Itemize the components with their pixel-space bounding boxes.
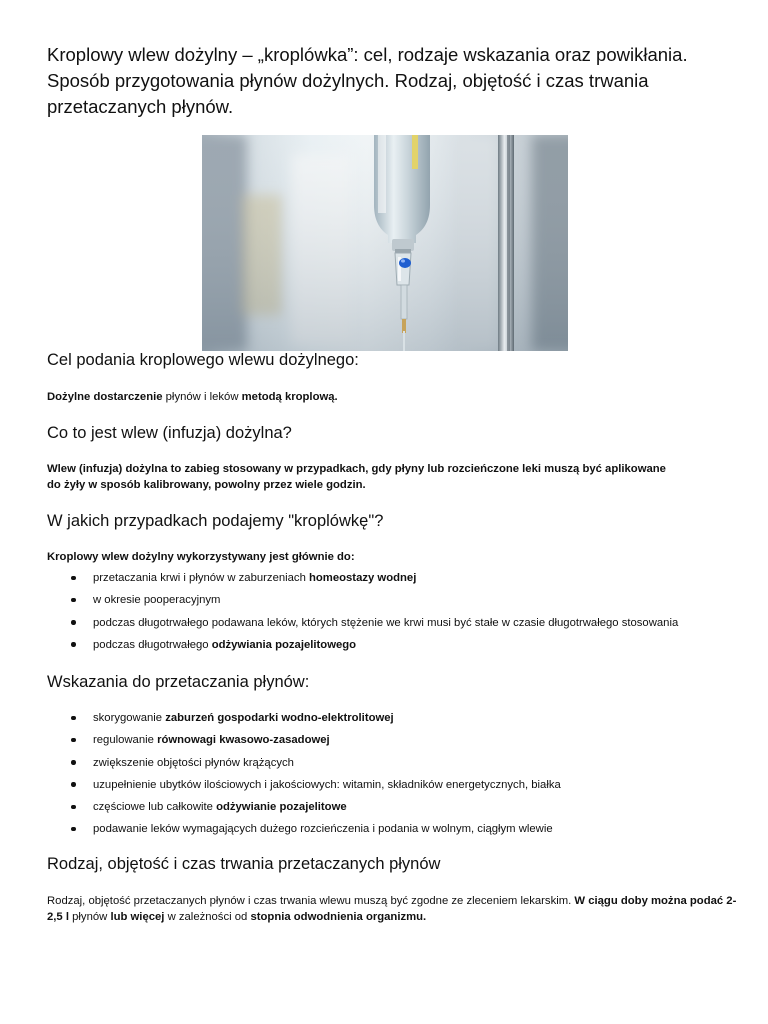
heading-cel: Cel podania kroplowego wlewu dożylnego: xyxy=(47,351,359,369)
bullet-icon xyxy=(71,598,76,603)
text: płynów i leków xyxy=(162,391,242,403)
list-item-text: podczas długotrwałego xyxy=(93,638,212,651)
list-item xyxy=(47,634,737,656)
document-title: Kroplowy wlew dożylny – „kroplówka”: cel, rodzaje wskazania oraz powikłania. Sposób przygotowania płynów dożylnych. Rodzaj, objętość i czas trwania przetaczanych płynów. xyxy=(47,44,688,117)
list-item-bold-text: homeostazy wodnej xyxy=(309,572,417,584)
bold-text: stopnia odwodnienia organizmu. xyxy=(250,911,427,923)
list-item xyxy=(47,589,737,611)
paragraph-przypadki-intro: Kroplowy wlew dożylny wykorzystywany jest głównie do: xyxy=(47,551,355,563)
text: płynów xyxy=(68,911,111,923)
list-item-bold-text: zaburzeń gospodarki wodno-elektrolitowej xyxy=(165,712,394,724)
list-item xyxy=(47,729,737,751)
paragraph-cel xyxy=(47,389,737,405)
list-item-text: w okresie pooperacyjnym xyxy=(93,594,221,607)
list-item xyxy=(47,818,737,840)
list-item-text: przetaczania krwi i płynów w zaburzeniach xyxy=(93,572,309,584)
list-item-bold-text: równowagi kwasowo-zasadowej xyxy=(157,734,330,747)
bold-text: metodą kroplową. xyxy=(241,391,338,403)
bullet-icon xyxy=(71,827,76,832)
bullet-icon xyxy=(71,738,76,743)
list-item-bold-text: odżywianie pozajelitowe xyxy=(216,801,347,814)
list-item-text: częściowe lub całkowite xyxy=(93,801,217,814)
list-item xyxy=(47,796,737,818)
heading-przypadki: W jakich przypadkach podajemy "kroplówkę"? xyxy=(47,512,384,530)
text: Rodzaj, objętość przetaczanych płynów i czas trwania wlewu muszą być zgodne ze zleceniem lekarskim. xyxy=(47,895,575,907)
bold-text: lub więcej xyxy=(110,911,165,923)
bold-text: Dożylne dostarczenie xyxy=(47,391,163,403)
paragraph-rodzaj xyxy=(47,893,737,925)
iv-drip-photo xyxy=(202,135,568,351)
bullet-icon xyxy=(71,760,76,765)
paragraph-co-to: Wlew (infuzja) dożylna to zabieg stosowany w przypadkach, gdy płyny lub rozcieńczone leki muszą być aplikowane do żyły w sposób kalibrowany, powolny przez wiele godzin. xyxy=(47,463,666,491)
list-item xyxy=(47,774,737,796)
bullet-icon xyxy=(71,805,76,810)
bullet-icon xyxy=(71,620,76,625)
text: w zależności od xyxy=(164,911,251,923)
bullet-icon xyxy=(71,576,76,581)
list-przypadki xyxy=(47,567,737,656)
list-item-text: skorygowanie xyxy=(93,712,166,724)
heading-wskazania: Wskazania do przetaczania płynów: xyxy=(47,673,310,691)
list-wskazania xyxy=(47,707,737,841)
list-item xyxy=(47,707,737,729)
heading-co-to: Co to jest wlew (infuzja) dożylna? xyxy=(47,424,292,442)
bold-text: W ciągu doby można podać 2-2,5 l xyxy=(47,895,737,923)
bullet-icon xyxy=(71,782,76,787)
list-item-text: zwiększenie objętości płynów krążących xyxy=(93,756,294,769)
bullet-icon xyxy=(71,642,76,647)
list-item xyxy=(47,612,737,634)
list-item xyxy=(47,752,737,774)
list-item xyxy=(47,567,737,589)
list-item-text: uzupełnienie ubytków ilościowych i jakościowych: witamin, składników energetycznych, białka xyxy=(93,778,561,791)
list-item-bold-text: odżywiania pozajelitowego xyxy=(211,638,357,651)
list-item-text: podawanie leków wymagających dużego rozcieńczenia i podania w wolnym, ciągłym wlewie xyxy=(93,823,553,836)
list-item-text: regulowanie xyxy=(93,734,158,747)
bullet-icon xyxy=(71,716,76,721)
heading-rodzaj: Rodzaj, objętość i czas trwania przetaczanych płynów xyxy=(47,855,441,873)
list-item-text: podczas długotrwałego podawana leków, których stężenie we krwi musi być stałe w czasie długotrwałego stosowania xyxy=(93,616,679,629)
